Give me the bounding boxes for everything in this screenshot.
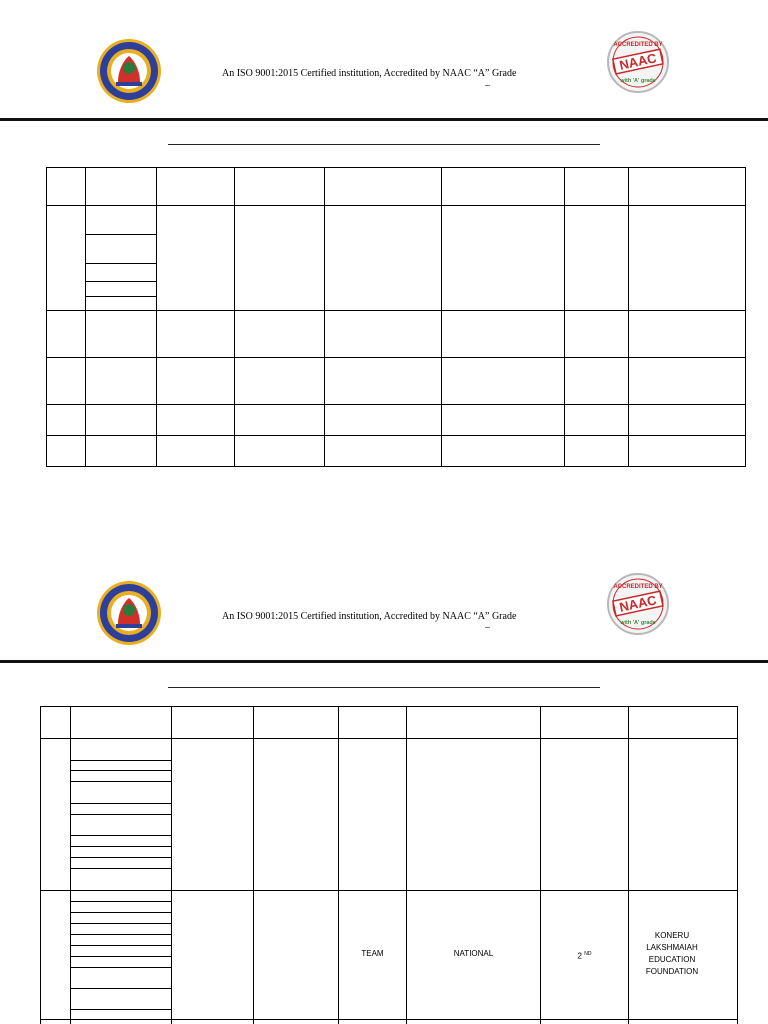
prize-cell: [541, 948, 628, 963]
title-underline: [168, 687, 600, 688]
header-dash: –: [485, 80, 490, 91]
prize-suffix: ND: [584, 951, 592, 957]
institution-logo: [96, 38, 162, 104]
seal-top-text: ACCREDITED BY: [613, 42, 663, 48]
table-1-border: [47, 168, 746, 467]
seal-top-text: ACCREDITED BY: [613, 584, 663, 590]
title-underline: [168, 144, 600, 145]
level-cell: NATIONAL: [453, 949, 494, 958]
naac-seal: [606, 572, 670, 636]
institution-logo: [96, 580, 162, 646]
venue-cell: KONERU LAKSHMAIAH EDUCATION FOUNDATION: [645, 931, 699, 976]
header-divider: [0, 118, 768, 121]
accreditation-text: An ISO 9001:2015 Certified institution, Accredited by NAAC “A” Grade: [222, 68, 517, 79]
seal-bottom-text: with 'A' grade: [620, 620, 656, 626]
seal-bottom-text: with 'A' grade: [620, 78, 656, 84]
header-dash: –: [485, 622, 490, 633]
naac-seal: [606, 30, 670, 94]
header-2: [0, 560, 768, 670]
participation-cell: TEAM: [361, 949, 384, 958]
prize-value: 2: [577, 951, 582, 961]
seal-center-text: NAAC: [617, 592, 658, 615]
header-divider: [0, 660, 768, 663]
accreditation-text: An ISO 9001:2015 Certified institution, Accredited by NAAC “A” Grade: [222, 611, 517, 622]
header-1: [0, 0, 768, 130]
seal-center-text: NAAC: [617, 50, 658, 73]
